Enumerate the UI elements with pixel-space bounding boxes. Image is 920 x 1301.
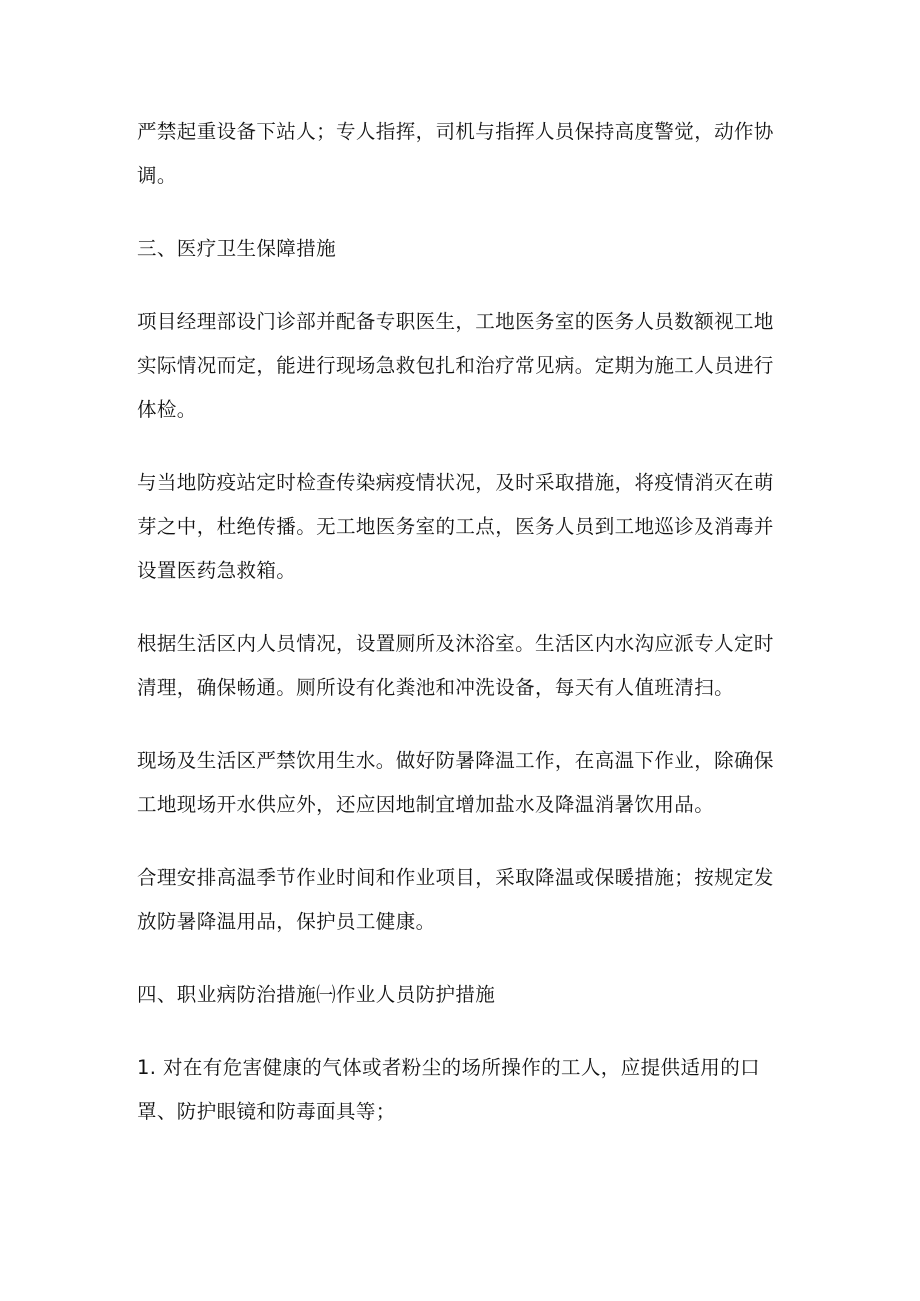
paragraph-drinking-water: 现场及生活区严禁饮用生水。做好防暑降温工作，在高温下作业，除确保工地现场开水供应外，还应因地制宜增加盐水及降温消暑饮用品。 <box>137 749 774 816</box>
paragraph-sanitation: 根据生活区内人员情况，设置厕所及沐浴室。生活区内水沟应派专人定时清理，确保畅通。厕所设有化粪池和冲洗设备，每天有人值班清扫。 <box>137 632 774 699</box>
paragraph-clinic: 项目经理部设门诊部并配备专职医生，工地医务室的医务人员数额视工地实际情况而定，能进行现场急救包扎和治疗常见病。定期为施工人员进行体检。 <box>137 310 774 421</box>
paragraph-epidemic-prevention: 与当地防疫站定时检查传染病疫情状况，及时采取措施，将疫情消灭在萌芽之中，杜绝传播。无工地医务室的工点，医务人员到工地巡诊及消毒并设置医药急救箱。 <box>137 471 774 582</box>
paragraph-crane-safety: 严禁起重设备下站人；专人指挥，司机与指挥人员保持高度警觉，动作协调。 <box>137 120 774 187</box>
paragraph-protective-equipment: 1. 对在有危害健康的气体或者粉尘的场所操作的工人，应提供适用的口罩、防护眼镜和防毒面具等； <box>137 1056 761 1123</box>
document-body <box>137 110 787 1163</box>
section-heading-medical: 三、医疗卫生保障措施 <box>137 237 337 260</box>
section-heading-occupational-disease: 四、职业病防治措施㈠作业人员防护措施 <box>137 983 496 1006</box>
paragraph-heat-protection: 合理安排高温季节作业时间和作业项目，采取降温或保暖措施；按规定发放防暑降温用品，保护员工健康。 <box>137 866 774 933</box>
